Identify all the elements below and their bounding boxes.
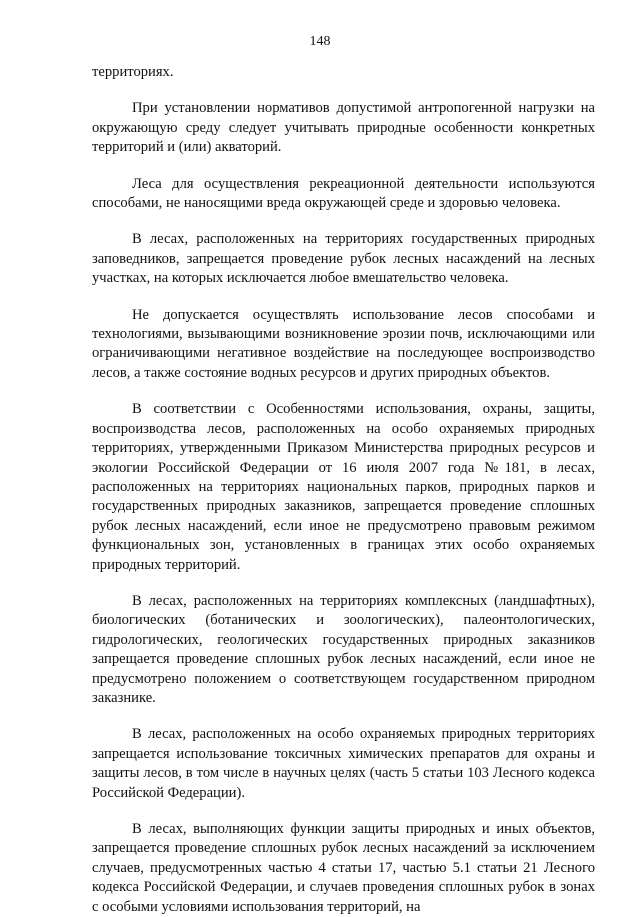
- paragraph-toxic-chemicals: В лесах, расположенных на особо охраняемых природных территориях запрещается использование токсичных химических препаратов для охраны и защиты лесов, в том числе в научных целях (часть 5 статьи 103 Лесного кодекса Российской Федерации).: [92, 726, 595, 801]
- paragraph-protective-forests: В лесах, выполняющих функции защиты природных и иных объектов, запрещается проведение сплошных рубок лесных насаждений за исключением случаев, предусмотренных частью 4 статьи 17, частью 5.1 статьи 21 Лесного кодекса Российской Федерации, и случаев проведения сплошных рубок в зонах с особыми условиями использования территорий, на: [92, 821, 595, 915]
- page-body: [92, 63, 595, 917]
- paragraph-erosion: Не допускается осуществлять использование лесов способами и технологиями, вызывающими возникновение эрозии почв, исключающими или ограничивающими негативное воздействие на последующее воспроизводство лесов, а также состояние водных ресурсов и других природных объектов.: [92, 306, 595, 381]
- paragraph-recreational-use: Леса для осуществления рекреационной деятельности используются способами, не наносящими вреда окружающей среде и здоровью человека.: [92, 175, 595, 212]
- page-number: 148: [309, 34, 331, 49]
- paragraph-anthropogenic-load: При установлении нормативов допустимой антропогенной нагрузки на окружающую среду следует учитывать природные особенности конкретных территорий и (или) акваторий.: [92, 100, 595, 156]
- paragraph-nature-reserves: В лесах, расположенных на территориях государственных природных заповедников, запрещается проведение рубок лесных насаждений на лесных участках, на которых исключается любое вмешательство человека.: [92, 231, 595, 287]
- paragraph-complex-reserves: В лесах, расположенных на территориях комплексных (ландшафтных), биологических (ботанических и зоологических), палеонтологических, гидрологических, геологических государственных природных заказников запрещается проведение сплошных рубок лесных насаждений, если иное не предусмотрено положением о соответствующем государственном природном заказнике.: [92, 592, 595, 706]
- paragraph-protected-territories: В соответствии с Особенностями использования, охраны, защиты, воспроизводства лесов, расположенных на особо охраняемых природных территориях, утвержденными Приказом Министерства природных ресурсов и экологии Российской Федерации от 16 июля 2007 года №181, в лесах, расположенных на территориях национальных парков, природных парков и государственных природных заказников, запрещается проведение сплошных рубок лесных насаждений, если иное не предусмотрено правовым режимом функциональных зон, установленных в границах этих особо охраняемых природных территорий.: [92, 401, 595, 573]
- paragraph-continuation: территориях.: [92, 64, 174, 80]
